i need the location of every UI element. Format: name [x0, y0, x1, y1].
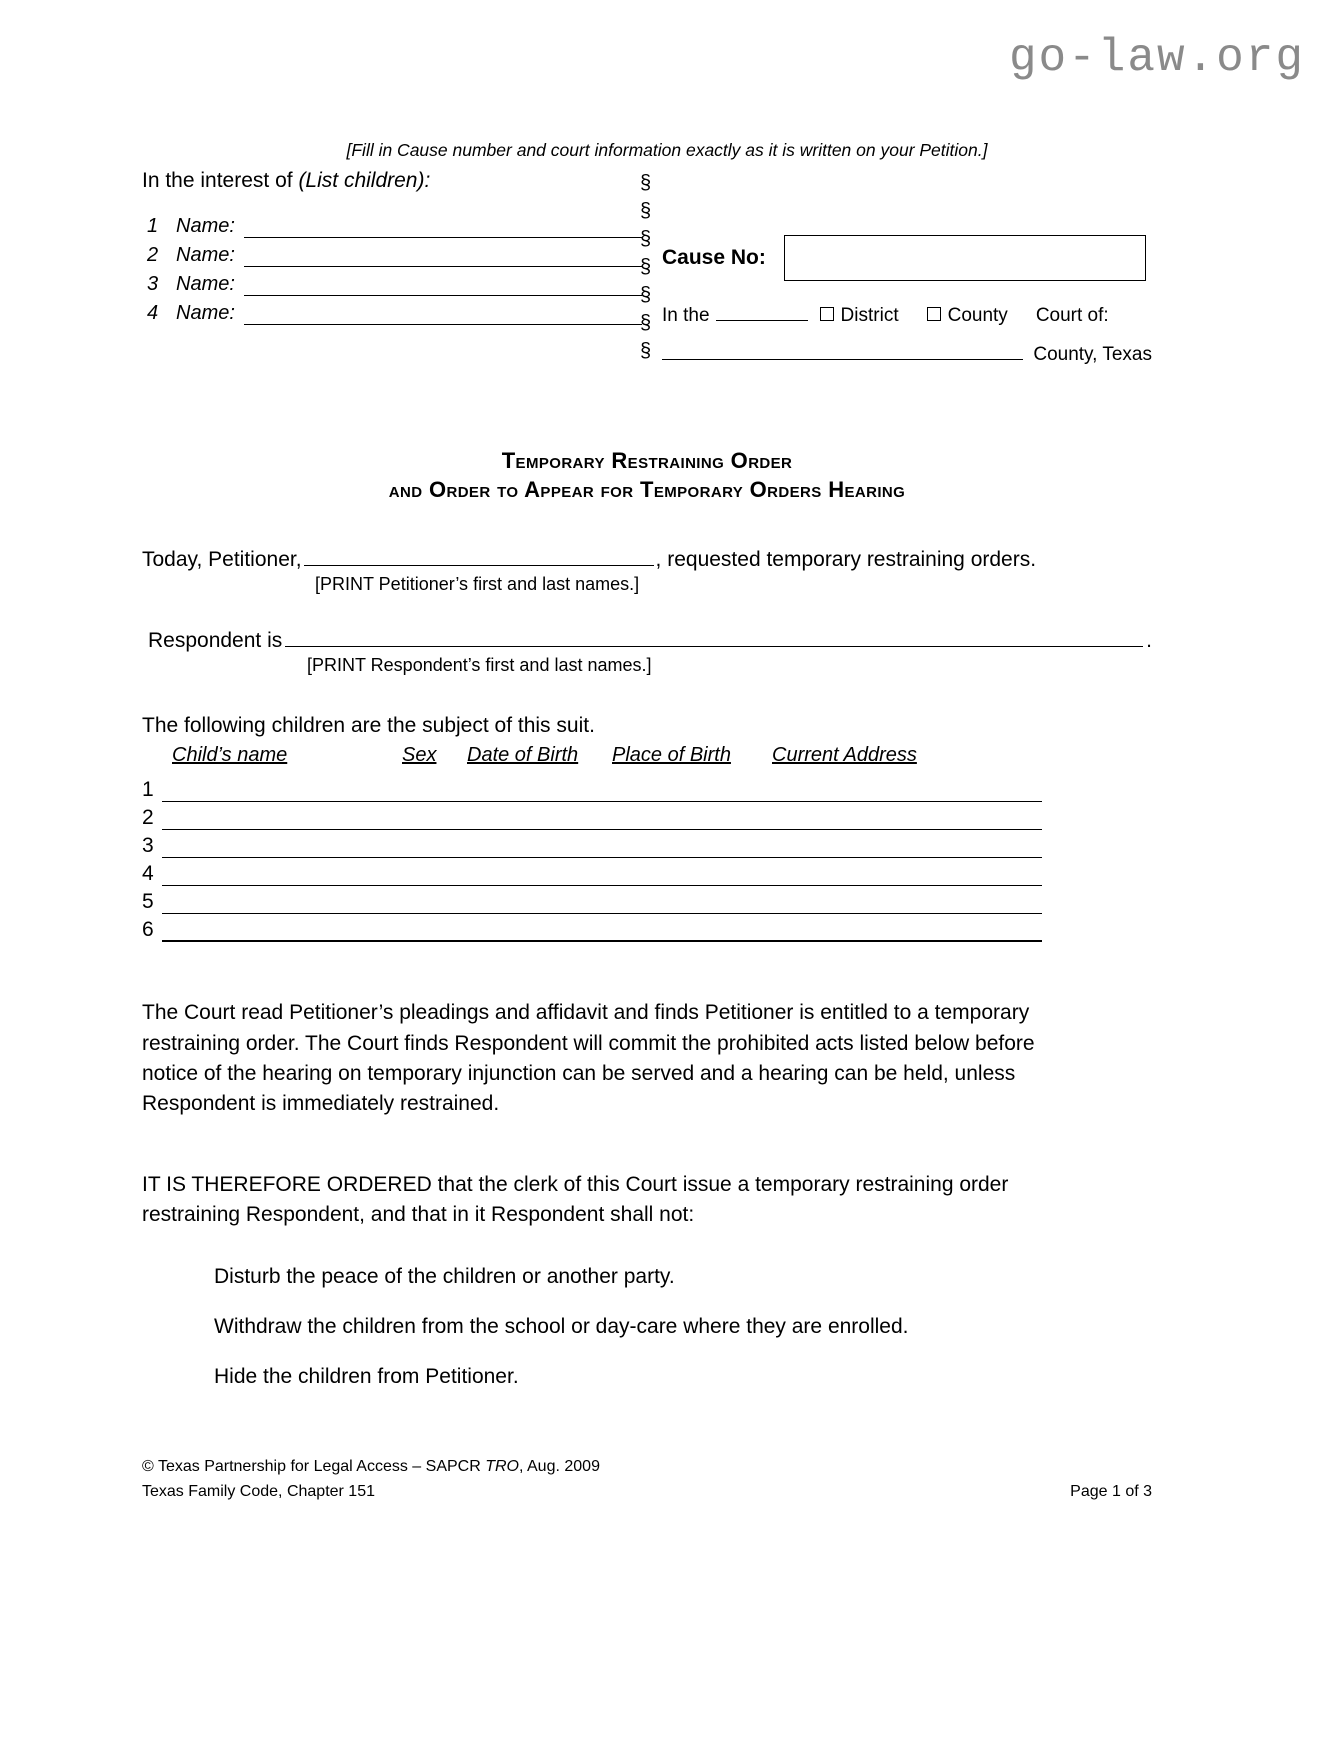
copyright-post: , Aug. 2009	[519, 1458, 600, 1475]
in-the-label: In the	[662, 305, 710, 326]
column-header-date-of-birth: Date of Birth	[467, 744, 579, 767]
fill-in-instruction: [Fill in Cause number and court information exactly as it is written on your Petition.]	[346, 140, 988, 160]
child-row-input[interactable]	[162, 891, 1042, 914]
prohibited-act-item: Withdraw the children from the school or day-care where they are enrolled.	[214, 1314, 909, 1338]
cause-number-row	[662, 235, 1152, 281]
section-symbol: §	[640, 256, 652, 278]
child-row-number: 4	[142, 862, 154, 886]
document-title	[142, 446, 1152, 504]
district-option[interactable]	[820, 305, 899, 327]
case-caption-block	[142, 169, 1152, 374]
county-label: County	[947, 305, 1008, 326]
petitioner-statement	[142, 548, 1152, 572]
interest-list-children: (List children):	[298, 169, 431, 192]
petitioner-suffix: , requested temporary restraining orders.	[655, 548, 1037, 572]
child-name-input-4[interactable]	[244, 307, 642, 325]
child-row-number: 2	[142, 806, 154, 830]
page-footer	[142, 1455, 1152, 1505]
petitioner-name-input[interactable]	[304, 548, 654, 566]
child-name-label-4: Name:	[176, 302, 235, 324]
child-row-input[interactable]	[162, 779, 1042, 802]
county-texas-label: County, Texas	[1033, 344, 1152, 365]
court-of-label: Court of:	[1035, 305, 1109, 326]
children-table-row	[142, 914, 1152, 942]
child-name-input-2[interactable]	[244, 249, 642, 267]
district-label: District	[840, 305, 899, 326]
title-line-2: and Order to Appear for Temporary Orders Hearing	[388, 477, 906, 503]
section-symbol: §	[640, 200, 652, 222]
cause-no-label: Cause No:	[662, 246, 766, 269]
statute-reference: Texas Family Code, Chapter 151	[142, 1482, 375, 1500]
children-table-row	[142, 774, 1152, 802]
child-name-label-1: Name:	[176, 215, 235, 237]
watermark-go-law: go-law.org	[1008, 32, 1305, 84]
child-name-number-4: 4	[147, 302, 159, 324]
respondent-prefix: Respondent is	[148, 629, 283, 653]
child-row-number: 3	[142, 834, 154, 858]
respondent-suffix: .	[1146, 629, 1152, 653]
respondent-print-hint: [PRINT Respondent’s first and last names.]	[307, 655, 652, 676]
child-name-number-2: 2	[147, 244, 159, 266]
section-symbol: §	[640, 228, 652, 250]
child-name-row-1	[142, 209, 642, 238]
children-table-row	[142, 802, 1152, 830]
copyright-line	[142, 1455, 1152, 1480]
county-option[interactable]	[927, 305, 1008, 327]
child-name-row-3	[142, 267, 642, 296]
child-name-input-3[interactable]	[244, 278, 642, 296]
children-table-row	[142, 886, 1152, 914]
respondent-statement	[142, 629, 1152, 653]
child-row-input[interactable]	[162, 863, 1042, 886]
child-name-input-1[interactable]	[244, 220, 642, 238]
column-header-current-address: Current Address	[772, 744, 917, 767]
children-table-headers	[142, 744, 1152, 774]
court-type-row	[662, 305, 1152, 327]
county-name-row	[662, 343, 1152, 366]
child-row-number: 6	[142, 918, 154, 942]
respondent-name-input[interactable]	[285, 629, 1143, 647]
column-header-sex: Sex	[402, 744, 437, 767]
ordered-paragraph: IT IS THEREFORE ORDERED that the clerk of this Court issue a temporary restraining order restraining Respondent, and that in it Respondent shall not:	[142, 1172, 1009, 1227]
interest-text: In the interest of	[142, 169, 299, 192]
section-symbol: §	[640, 312, 652, 334]
child-row-number: 1	[142, 778, 154, 802]
prohibited-act-item: Disturb the peace of the children or another party.	[214, 1264, 675, 1288]
child-row-input[interactable]	[162, 835, 1042, 858]
children-intro-text: The following children are the subject of this suit.	[142, 714, 595, 738]
children-table-row	[142, 830, 1152, 858]
page-number: Page 1 of 3	[1070, 1482, 1152, 1500]
child-row-input[interactable]	[162, 807, 1042, 830]
county-name-input[interactable]	[662, 343, 1023, 360]
petitioner-print-hint: [PRINT Petitioner’s first and last names.]	[315, 574, 640, 595]
section-symbol: §	[640, 340, 652, 362]
in-the-interest-of-label	[142, 169, 642, 193]
cause-no-input[interactable]	[784, 235, 1146, 281]
section-symbol: §	[640, 172, 652, 194]
footer-bottom-row	[142, 1480, 1152, 1505]
court-findings-paragraph: The Court read Petitioner’s pleadings and affidavit and finds Petitioner is entitled to a temporary restraining order. The Court finds Respondent will commit the prohibited acts listed below before notice of the hearing on temporary injunction can be served and a hearing can be held, unless Respondent is immediately restrained.	[142, 1001, 1035, 1116]
title-line-1: Temporary Restraining Order	[501, 448, 793, 473]
child-name-label-3: Name:	[176, 273, 235, 295]
checkbox-icon[interactable]	[927, 307, 941, 321]
child-name-label-2: Name:	[176, 244, 235, 266]
court-number-input[interactable]	[716, 305, 808, 321]
child-name-number-3: 3	[147, 273, 159, 295]
child-name-row-4	[142, 296, 642, 325]
copyright-pre: © Texas Partnership for Legal Access – SAPCR	[142, 1458, 486, 1475]
column-header-child-name: Child’s name	[172, 744, 288, 767]
section-symbol: §	[640, 284, 652, 306]
child-row-input[interactable]	[162, 918, 1042, 942]
checkbox-icon[interactable]	[820, 307, 834, 321]
child-row-number: 5	[142, 890, 154, 914]
prohibited-act-item: Hide the children from Petitioner.	[214, 1364, 519, 1388]
petitioner-prefix: Today, Petitioner,	[142, 548, 302, 572]
copyright-form-code: TRO	[485, 1458, 519, 1475]
children-table-row	[142, 858, 1152, 886]
child-name-number-1: 1	[147, 215, 159, 237]
column-header-place-of-birth: Place of Birth	[612, 744, 731, 767]
caption-right-column	[662, 169, 1152, 366]
caption-left-column	[142, 169, 642, 325]
document-content	[142, 140, 1152, 1389]
child-name-row-2	[142, 238, 642, 267]
